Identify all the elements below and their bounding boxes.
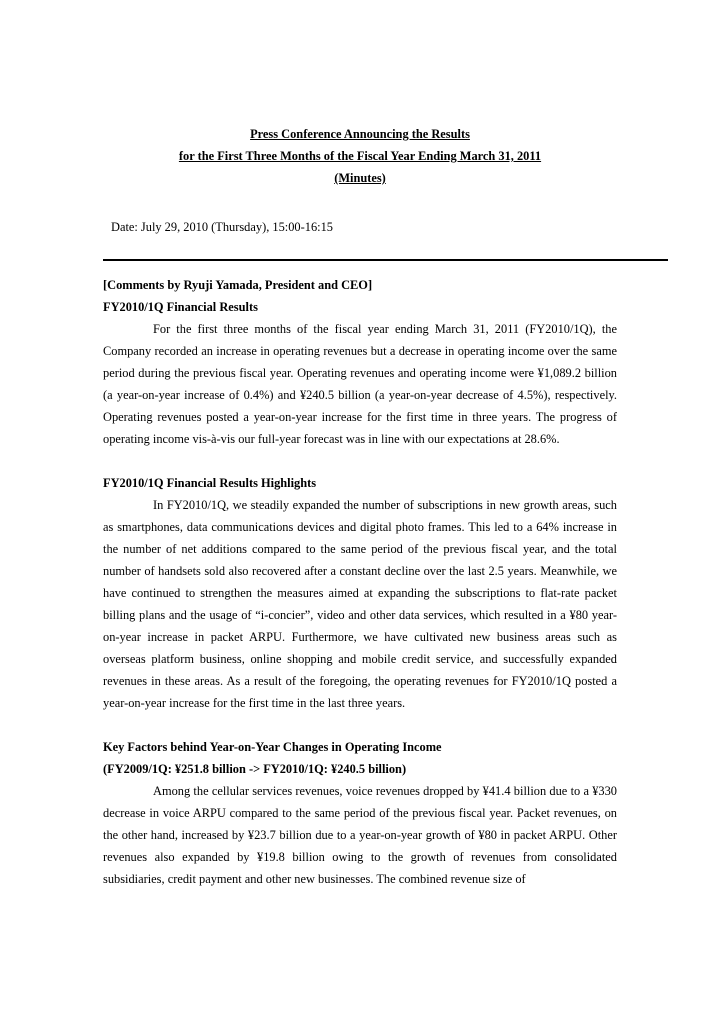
title-line-2: for the First Three Months of the Fiscal Year Ending March 31, 2011 [178,149,542,163]
section-spacer [103,450,617,472]
document-body [103,274,617,890]
document-title [0,123,720,189]
factors-subheading: (FY2009/1Q: ¥251.8 billion -> FY2010/1Q: ¥240.5 billion) [103,762,407,776]
title-line-3: (Minutes) [334,171,386,185]
meeting-date: Date: July 29, 2010 (Thursday), 15:00-16:15 [111,220,333,234]
comments-heading: [Comments by Ryuji Yamada, President and CEO] [103,278,373,292]
header-divider [103,259,668,261]
highlights-paragraph: In FY2010/1Q, we steadily expanded the number of subscriptions in new growth areas, such as smartphones, data communications devices and digital photo frames. This led to a 64% increase in the number of net additions compared to the same period of the previous fiscal year, and the total number of handsets sold also recovered after a constant decline over the last 2.5 years. Meanwhile, we have continued to strengthen the measures aimed at expanding the subscriptions to flat-rate packet billing plans and the usage of “i-concier”, video and other data services, which resulted in a ¥80 year-on-year increase in packet ARPU. Furthermore, we have cultivated new business areas such as overseas platform business, online shopping and mobile credit service, and successfully expanded revenues in these areas. As a result of the foregoing, the operating revenues for FY2010/1Q posted a year-on-year increase for the first time in the last three years. [103,498,617,710]
results-paragraph: For the first three months of the fiscal year ending March 31, 2011 (FY2010/1Q), the Company recorded an increase in operating revenues but a decrease in operating income over the same period during the previous fiscal year. Operating revenues and operating income were ¥1,089.2 billion (a year-on-year increase of 0.4%) and ¥240.5 billion (a year-on-year decrease of 4.5%), respectively. Operating revenues posted a year-on-year increase for the first time in three years. The progress of operating income vis-à-vis our full-year forecast was in line with our expectations at 28.6%. [103,322,617,446]
title-line-1: Press Conference Announcing the Results [250,127,470,141]
section-spacer [103,714,617,736]
factors-heading: Key Factors behind Year-on-Year Changes in Operating Income [103,740,442,754]
factors-paragraph: Among the cellular services revenues, voice revenues dropped by ¥41.4 billion due to a ¥330 decrease in voice ARPU compared to the same period of the previous fiscal year. Packet revenues, on the other hand, increased by ¥23.7 billion due to a year-on-year growth of ¥80 in packet ARPU. Other revenues also expanded by ¥19.8 billion owing to the growth of revenues from consolidated subsidiaries, credit payment and other new businesses. The combined revenue size of [103,784,617,886]
results-heading: FY2010/1Q Financial Results [103,300,258,314]
highlights-heading: FY2010/1Q Financial Results Highlights [103,476,317,490]
